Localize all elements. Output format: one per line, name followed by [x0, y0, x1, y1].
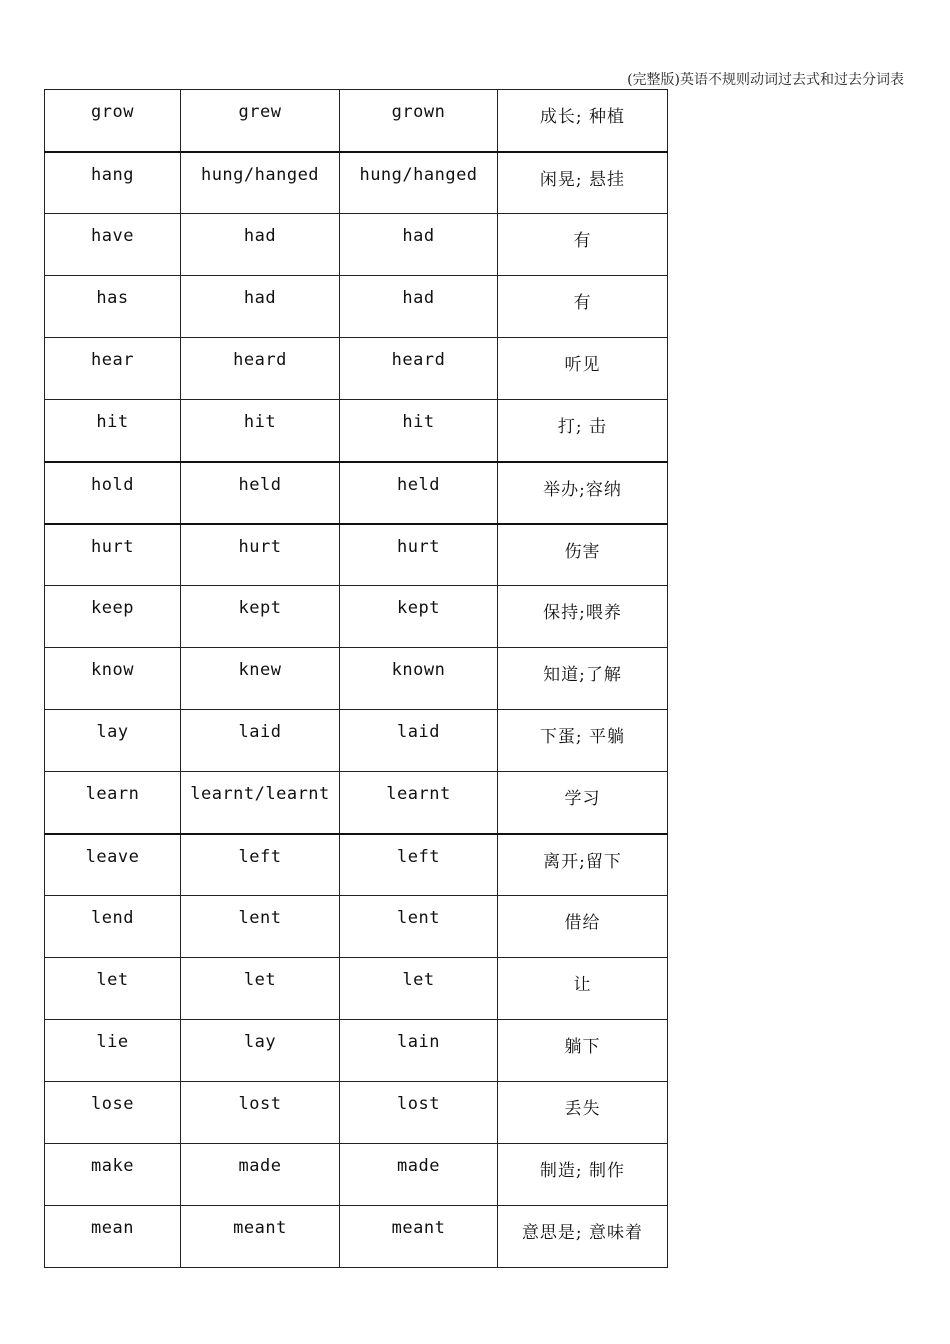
base-form-cell: leave [45, 834, 181, 896]
past-participle-cell: lost [340, 1082, 498, 1144]
past-tense-cell: hit [181, 400, 340, 462]
table-row [45, 1144, 668, 1206]
past-participle-cell: hung/hanged [340, 152, 498, 214]
meaning-cell: 成长; 种植 [498, 90, 668, 152]
table-row [45, 1082, 668, 1144]
table-row [45, 648, 668, 710]
meaning-cell: 让 [498, 958, 668, 1020]
base-form-cell: hang [45, 152, 181, 214]
past-participle-cell: held [340, 462, 498, 524]
past-participle-cell: hurt [340, 524, 498, 586]
meaning-cell: 闲晃; 悬挂 [498, 152, 668, 214]
past-tense-cell: had [181, 276, 340, 338]
past-participle-cell: had [340, 214, 498, 276]
past-participle-cell: let [340, 958, 498, 1020]
past-tense-cell: lost [181, 1082, 340, 1144]
past-tense-cell: kept [181, 586, 340, 648]
table-row [45, 772, 668, 834]
past-participle-cell: had [340, 276, 498, 338]
table-row [45, 958, 668, 1020]
meaning-cell: 下蛋; 平躺 [498, 710, 668, 772]
table-row [45, 834, 668, 896]
past-tense-cell: left [181, 834, 340, 896]
past-tense-cell: held [181, 462, 340, 524]
table-row [45, 1020, 668, 1082]
base-form-cell: know [45, 648, 181, 710]
past-participle-cell: made [340, 1144, 498, 1206]
meaning-cell: 学习 [498, 772, 668, 834]
past-participle-cell: known [340, 648, 498, 710]
meaning-cell: 听见 [498, 338, 668, 400]
meaning-cell: 有 [498, 276, 668, 338]
past-tense-cell: hung/hanged [181, 152, 340, 214]
base-form-cell: lend [45, 896, 181, 958]
meaning-cell: 离开;留下 [498, 834, 668, 896]
verb-table-body [45, 90, 668, 1268]
table-row [45, 524, 668, 586]
base-form-cell: lie [45, 1020, 181, 1082]
base-form-cell: lose [45, 1082, 181, 1144]
base-form-cell: learn [45, 772, 181, 834]
table-row [45, 276, 668, 338]
table-row [45, 586, 668, 648]
table-row [45, 400, 668, 462]
base-form-cell: hit [45, 400, 181, 462]
table-row [45, 338, 668, 400]
table-row [45, 1206, 668, 1268]
past-tense-cell: hurt [181, 524, 340, 586]
meaning-cell: 丢失 [498, 1082, 668, 1144]
base-form-cell: mean [45, 1206, 181, 1268]
base-form-cell: hear [45, 338, 181, 400]
past-participle-cell: laid [340, 710, 498, 772]
past-tense-cell: lay [181, 1020, 340, 1082]
past-tense-cell: heard [181, 338, 340, 400]
past-tense-cell: had [181, 214, 340, 276]
past-tense-cell: meant [181, 1206, 340, 1268]
past-participle-cell: heard [340, 338, 498, 400]
past-tense-cell: made [181, 1144, 340, 1206]
base-form-cell: keep [45, 586, 181, 648]
meaning-cell: 借给 [498, 896, 668, 958]
base-form-cell: let [45, 958, 181, 1020]
meaning-cell: 举办;容纳 [498, 462, 668, 524]
irregular-verb-table [44, 89, 668, 1268]
base-form-cell: hurt [45, 524, 181, 586]
table-row [45, 90, 668, 152]
table-row [45, 710, 668, 772]
past-participle-cell: kept [340, 586, 498, 648]
meaning-cell: 制造; 制作 [498, 1144, 668, 1206]
past-participle-cell: grown [340, 90, 498, 152]
past-participle-cell: lent [340, 896, 498, 958]
past-tense-cell: laid [181, 710, 340, 772]
past-tense-cell: let [181, 958, 340, 1020]
past-participle-cell: hit [340, 400, 498, 462]
meaning-cell: 伤害 [498, 524, 668, 586]
table-row [45, 462, 668, 524]
meaning-cell: 打; 击 [498, 400, 668, 462]
meaning-cell: 躺下 [498, 1020, 668, 1082]
past-tense-cell: grew [181, 90, 340, 152]
past-tense-cell: knew [181, 648, 340, 710]
past-tense-cell: lent [181, 896, 340, 958]
meaning-cell: 意思是; 意味着 [498, 1206, 668, 1268]
past-participle-cell: left [340, 834, 498, 896]
base-form-cell: lay [45, 710, 181, 772]
table-row [45, 214, 668, 276]
base-form-cell: has [45, 276, 181, 338]
table-row [45, 896, 668, 958]
document-title: (完整版)英语不规则动词过去式和过去分词表 [627, 72, 904, 88]
meaning-cell: 有 [498, 214, 668, 276]
base-form-cell: hold [45, 462, 181, 524]
meaning-cell: 知道;了解 [498, 648, 668, 710]
past-participle-cell: learnt [340, 772, 498, 834]
past-tense-cell: learnt/learnt [181, 772, 340, 834]
base-form-cell: grow [45, 90, 181, 152]
table-row [45, 152, 668, 214]
meaning-cell: 保持;喂养 [498, 586, 668, 648]
past-participle-cell: lain [340, 1020, 498, 1082]
base-form-cell: have [45, 214, 181, 276]
base-form-cell: make [45, 1144, 181, 1206]
past-participle-cell: meant [340, 1206, 498, 1268]
